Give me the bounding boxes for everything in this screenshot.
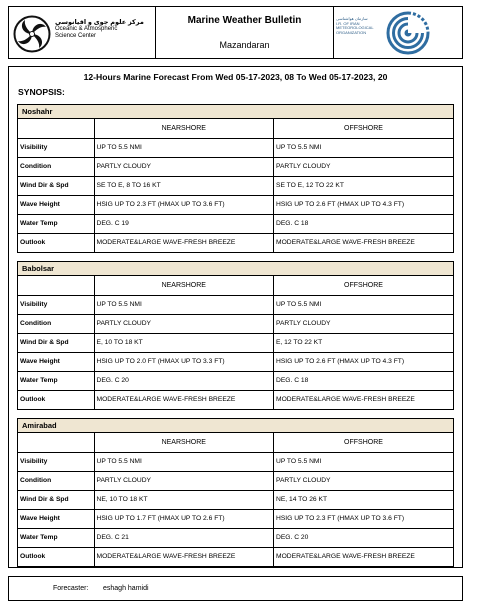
row-label: Water Temp [18, 528, 94, 547]
station-table [18, 119, 453, 252]
irimo-logo-text [336, 17, 384, 35]
nearshore-cell: HSIG UP TO 2.3 FT (HMAX UP TO 3.6 FT) [94, 195, 274, 214]
table-row [18, 490, 453, 509]
offshore-cell: HSIG UP TO 2.6 FT (HMAX UP TO 4.3 FT) [274, 352, 454, 371]
nearshore-cell: PARTLY CLOUDY [94, 314, 274, 333]
offshore-header: OFFSHORE [274, 276, 454, 295]
offshore-header: OFFSHORE [274, 433, 454, 452]
offshore-cell: MODERATE&LARGE WAVE-FRESH BREEZE [274, 547, 454, 566]
title-cell [156, 7, 334, 58]
row-label: Visibility [18, 295, 94, 314]
nearshore-cell: E, 10 TO 18 KT [94, 333, 274, 352]
table-row [18, 371, 453, 390]
offshore-cell: SE TO E, 12 TO 22 KT [274, 176, 454, 195]
column-header-row [18, 276, 453, 295]
row-label: Visibility [18, 452, 94, 471]
row-label: Condition [18, 314, 94, 333]
nearshore-header: NEARSHORE [94, 276, 274, 295]
table-row [18, 547, 453, 566]
offshore-cell: DEG. C 18 [274, 371, 454, 390]
nearshore-cell: UP TO 5.5 NMI [94, 452, 274, 471]
irimo-line-3: METEOROLOGICAL [336, 25, 374, 30]
offshore-cell: UP TO 5.5 NMI [274, 452, 454, 471]
table-row [18, 528, 453, 547]
column-header-row [18, 433, 453, 452]
table-row [18, 195, 453, 214]
bulletin-region: Mazandaran [219, 40, 270, 50]
table-row [18, 333, 453, 352]
offshore-cell: PARTLY CLOUDY [274, 471, 454, 490]
row-label: Wind Dir & Spd [18, 490, 94, 509]
row-label: Wind Dir & Spd [18, 333, 94, 352]
station-table [18, 433, 453, 566]
nearshore-cell: DEG. C 19 [94, 214, 274, 233]
iosc-name-en-1: Oceanic & Atmospheric [55, 26, 118, 32]
nearshore-header: NEARSHORE [94, 119, 274, 138]
table-row [18, 314, 453, 333]
row-label: Wave Height [18, 509, 94, 528]
nearshore-cell: PARTLY CLOUDY [94, 471, 274, 490]
row-label: Outlook [18, 233, 94, 252]
nearshore-cell: HSIG UP TO 2.0 FT (HMAX UP TO 3.3 FT) [94, 352, 274, 371]
station-name: Babolsar [18, 262, 453, 276]
nearshore-cell: SE TO E, 8 TO 16 KT [94, 176, 274, 195]
offshore-cell: UP TO 5.5 NMI [274, 295, 454, 314]
forecaster-footer [8, 576, 463, 601]
blank-header-cell [18, 276, 94, 295]
nearshore-cell: MODERATE&LARGE WAVE-FRESH BREEZE [94, 390, 274, 409]
offshore-cell: NE, 14 TO 26 KT [274, 490, 454, 509]
irimo-line-1: سازمان هواشناسی [336, 16, 368, 21]
nearshore-cell: PARTLY CLOUDY [94, 157, 274, 176]
row-label: Wave Height [18, 352, 94, 371]
column-header-row [18, 119, 453, 138]
nearshore-cell: NE, 10 TO 18 KT [94, 490, 274, 509]
iosc-name-fa: مرکز علوم جوی و اقیانوسی [55, 19, 144, 26]
forecast-title: 12-Hours Marine Forecast From Wed 05-17-2023, 08 To Wed 05-17-2023, 20 [83, 72, 388, 82]
offshore-cell: HSIG UP TO 2.3 FT (HMAX UP TO 3.6 FT) [274, 509, 454, 528]
row-label: Visibility [18, 138, 94, 157]
table-row [18, 138, 453, 157]
offshore-cell: MODERATE&LARGE WAVE-FRESH BREEZE [274, 390, 454, 409]
nearshore-cell: MODERATE&LARGE WAVE-FRESH BREEZE [94, 547, 274, 566]
station-noshahr [17, 104, 454, 253]
irimo-line-2: I.R. OF IRAN [336, 20, 360, 26]
offshore-header: OFFSHORE [274, 119, 454, 138]
table-row [18, 214, 453, 233]
nearshore-cell: DEG. C 20 [94, 371, 274, 390]
offshore-cell: HSIG UP TO 2.6 FT (HMAX UP TO 4.3 FT) [274, 195, 454, 214]
offshore-cell: MODERATE&LARGE WAVE-FRESH BREEZE [274, 233, 454, 252]
table-row [18, 295, 453, 314]
irimo-line-4: ORGANIZATION [336, 29, 367, 35]
station-name: Noshahr [18, 105, 453, 119]
offshore-cell: DEG. C 20 [274, 528, 454, 547]
blank-header-cell [18, 433, 94, 452]
offshore-cell: UP TO 5.5 NMI [274, 138, 454, 157]
nearshore-header: NEARSHORE [94, 433, 274, 452]
table-row [18, 233, 453, 252]
station-name: Amirabad [18, 419, 453, 433]
station-table [18, 276, 453, 409]
forecaster-name: eshagh hamidi [103, 585, 149, 592]
nearshore-cell: UP TO 5.5 NMI [94, 295, 274, 314]
bulletin-header [8, 6, 463, 59]
forecaster-label: Forecaster: [53, 585, 89, 592]
table-row [18, 176, 453, 195]
row-label: Wave Height [18, 195, 94, 214]
table-row [18, 509, 453, 528]
left-logo-cell [9, 7, 156, 58]
row-label: Outlook [18, 390, 94, 409]
row-label: Condition [18, 471, 94, 490]
station-amirabad [17, 418, 454, 567]
row-label: Outlook [18, 547, 94, 566]
iosc-logo-text [55, 19, 144, 40]
offshore-cell: PARTLY CLOUDY [274, 314, 454, 333]
nearshore-cell: UP TO 5.5 NMI [94, 138, 274, 157]
table-row [18, 471, 453, 490]
table-row [18, 352, 453, 371]
row-label: Wind Dir & Spd [18, 176, 94, 195]
offshore-cell: PARTLY CLOUDY [274, 157, 454, 176]
row-label: Condition [18, 157, 94, 176]
table-row [18, 390, 453, 409]
forecast-panel [8, 66, 463, 568]
iosc-logo-icon [13, 15, 51, 53]
right-logo-cell [334, 7, 464, 58]
irimo-logo-icon [386, 11, 430, 55]
nearshore-cell: DEG. C 21 [94, 528, 274, 547]
table-row [18, 157, 453, 176]
bulletin-title: Marine Weather Bulletin [187, 15, 302, 26]
offshore-cell: DEG. C 18 [274, 214, 454, 233]
iosc-name-en-2: Science Center [55, 33, 97, 39]
synopsis-label: SYNOPSIS: [18, 87, 65, 97]
blank-header-cell [18, 119, 94, 138]
nearshore-cell: MODERATE&LARGE WAVE-FRESH BREEZE [94, 233, 274, 252]
station-babolsar [17, 261, 454, 410]
row-label: Water Temp [18, 371, 94, 390]
table-row [18, 452, 453, 471]
offshore-cell: E, 12 TO 22 KT [274, 333, 454, 352]
nearshore-cell: HSIG UP TO 1.7 FT (HMAX UP TO 2.6 FT) [94, 509, 274, 528]
row-label: Water Temp [18, 214, 94, 233]
